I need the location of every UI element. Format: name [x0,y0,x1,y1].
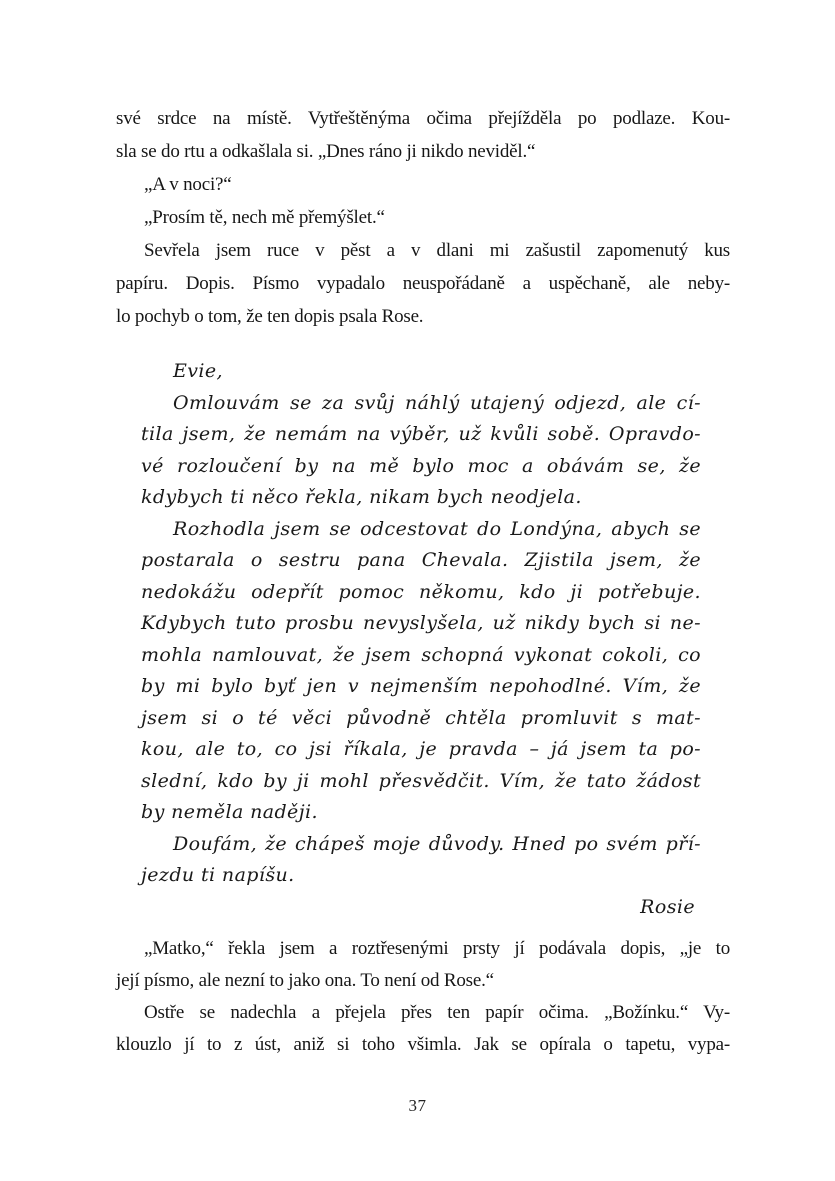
text-line: lo pochyb o tom, že ten dopis psala Rose. [116,306,424,327]
text-line: „Matko,“ řekla jsem a roztřesenými prsty jí podávala dopis, „je to [144,938,730,959]
letter-line: tila jsem, že nemám na výběr, už kvůli sobě. Opravdo- [141,423,701,445]
letter-line: jsem si o té věci původně chtěla promluvit s mat- [141,706,701,729]
letter-line: by neměla naději. [141,801,318,823]
letter-line: kou, ale to, co jsi říkala, je pravda – já jsem ta po- [141,738,701,760]
letter-line: Rozhodla jsem se odcestovat do Londýna, abych se [173,517,701,540]
text-line: Sevřela jsem ruce v pěst a v dlani mi zašustil zapomenutý kus [144,240,730,261]
text-line: její písmo, ale nezní to jako ona. To není od Rose.“ [116,970,494,991]
letter-line: slední, kdo by ji mohl přesvědčit. Vím, že tato žádost [141,769,701,792]
letter-line: Doufám, že chápeš moje důvody. Hned po svém pří- [173,832,701,855]
text-line: klouzlo jí to z úst, aniž si toho všimla. Jak se opírala o tapetu, vypa- [116,1034,730,1055]
page-number: 37 [408,1096,427,1115]
letter-line: kdybych ti něco řekla, nikam bych neodjela. [141,486,582,508]
body-text-bottom [116,933,730,1061]
body-text-top [116,102,730,333]
letter-line: nedokážu odepřít pomoc někomu, kdo ji potřebuje. [141,580,701,603]
text-line: papíru. Dopis. Písmo vypadalo neuspořádaně a uspěchaně, ale neby- [116,273,730,294]
text-line: „A v noci?“ [144,174,232,195]
letter-line: jezdu ti napíšu. [141,864,295,886]
letter-line: mohla namlouvat, že jsem schopná vykonat cokoli, co [141,643,701,666]
letter-line: Evie, [173,360,223,382]
text-line: „Prosím tě, nech mě přemýšlet.“ [144,207,385,228]
letter-signature: Rosie [640,895,695,918]
letter-line: postarala o sestru pana Chevala. Zjistila jsem, že [141,549,701,571]
letter-line: vé rozloučení by na mě bylo moc a obávám se, že [141,454,701,477]
text-line: své srdce na místě. Vytřeštěnýma očima přejížděla po podlaze. Kou- [116,108,730,129]
text-line: Ostře se nadechla a přejela přes ten papír očima. „Božínku.“ Vy- [144,1002,730,1023]
letter-line: Kdybych tuto prosbu nevyslyšela, už nikdy bych si ne- [141,612,701,634]
handwritten-letter [141,356,701,923]
letter-line: Omlouvám se za svůj náhlý utajený odjezd, ale cí- [173,391,701,414]
letter-line: by mi bylo byť jen v nejmenším nepohodlné. Vím, že [141,675,701,697]
text-line: sla se do rtu a odkašlala si. „Dnes ráno ji nikdo neviděl.“ [116,141,536,162]
